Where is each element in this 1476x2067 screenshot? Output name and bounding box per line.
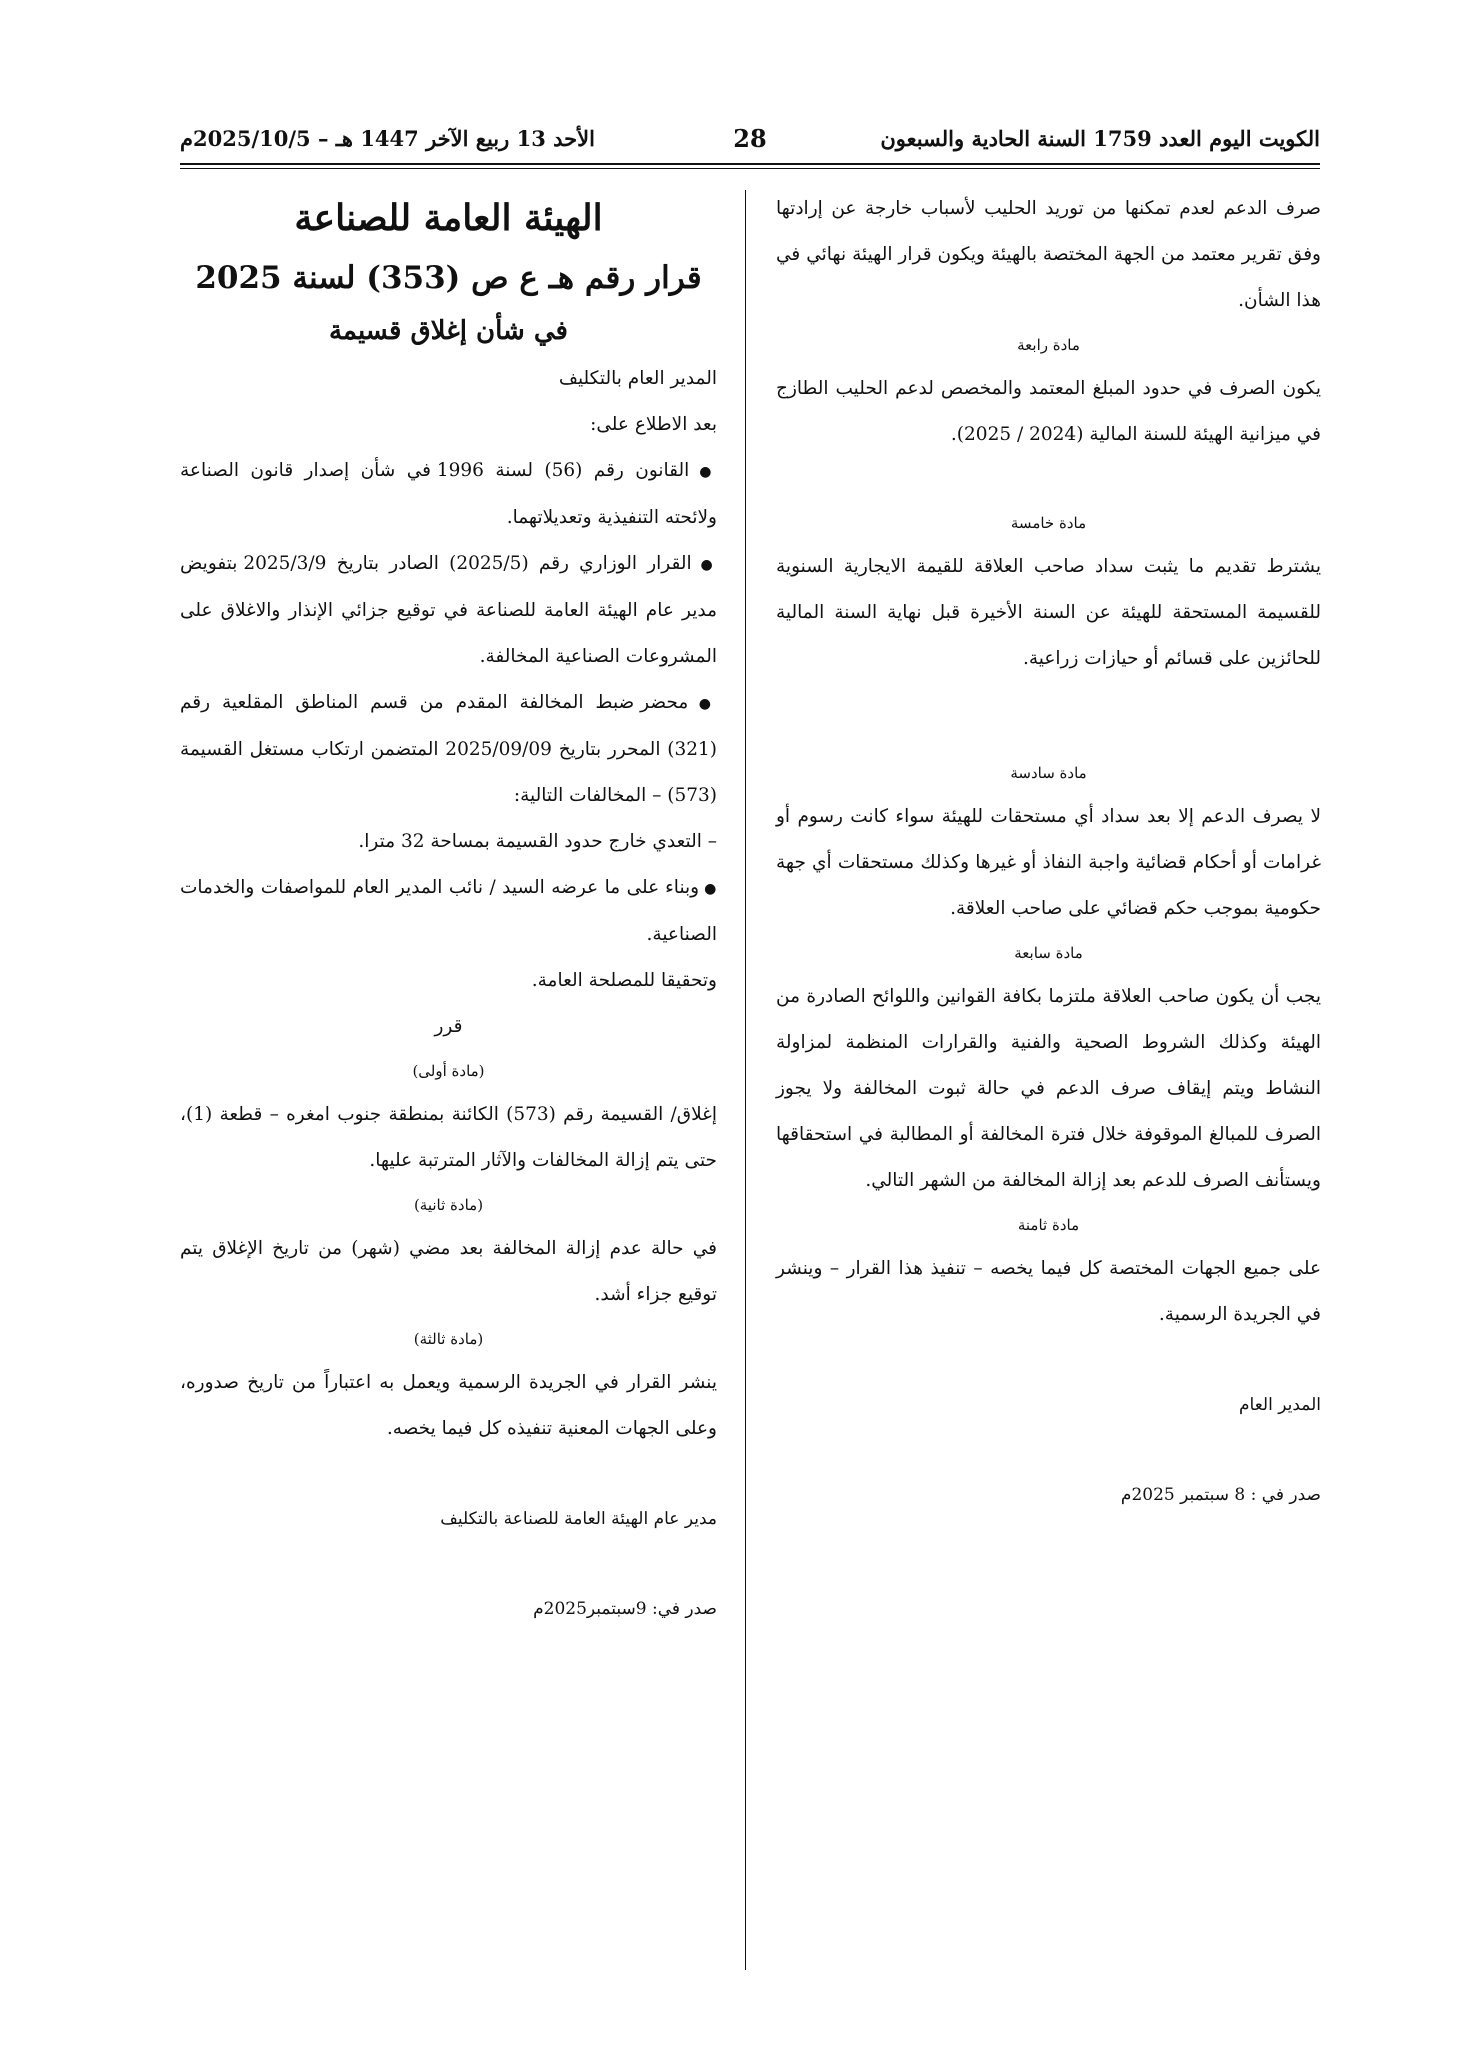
preamble-bullet-1: ● القانون رقم (56) لسنة 1996 في شأن إصدار قانون الصناعة ولائحته التنفيذية وتعديلاتهما. — [180, 448, 717, 541]
header-rule-thin — [180, 168, 1320, 169]
article-3-title: (مادة ثالثة) — [413, 1330, 484, 1348]
violation-item: – التعدي خارج حدود القسيمة بمساحة 32 مترا. — [358, 831, 717, 852]
article-3-text: ينشر القرار في الجريدة الرسمية ويعمل به اعتباراً من تاريخ صدوره، وعلى الجهات المعنية تنفيذه كل فيما يخصه. — [180, 1372, 717, 1439]
left-column — [180, 186, 717, 1632]
decision-subject: في شأن إغلاق قسيمة — [328, 316, 568, 346]
article-2-title: (مادة ثانية) — [413, 1196, 484, 1214]
preamble-bullet-3: ● محضر ضبط المخالفة المقدم من قسم المناطق المقلعية رقم (321) المحرر بتاريخ 2025/09/09 المتضمن ارتكاب مستغل القسيمة (573) – المخالفات التالية: — [180, 680, 717, 819]
page-header — [180, 118, 1320, 158]
article-1-title: (مادة أولى) — [412, 1062, 485, 1080]
org-title: الهيئة العامة للصناعة — [294, 197, 603, 239]
signature: المدير العام — [1239, 1395, 1321, 1415]
page-number: 28 — [733, 123, 767, 153]
preamble-bullet-2: ● القرار الوزاري رقم (2025/5) الصادر بتاريخ 2025/3/9 بتفويض مدير عام الهيئة العامة للصناعة في توقيع جزائي الإنذار والاغلاق على المشروعات الصناعية المخالفة. — [180, 541, 717, 680]
article-5-title: مادة خامسة — [1010, 514, 1087, 532]
article-7-title: مادة سابعة — [1014, 944, 1083, 962]
issue-date-right: صدر في : 8 سبتمبر 2025م — [1120, 1485, 1321, 1505]
gazette-issue-info: الكويت اليوم العدد 1759 السنة الحادية والسبعون — [880, 125, 1320, 151]
article-6-title: مادة سادسة — [1010, 764, 1087, 782]
article-2-text: في حالة عدم إزالة المخالفة بعد مضي (شهر) من تاريخ الإغلاق يتم توقيع جزاء أشد. — [180, 1238, 717, 1305]
right-column — [776, 186, 1321, 1518]
preamble-bullet-4: ● وبناء على ما عرضه السيد / نائب المدير العام للمواصفات والخدمات الصناعية. — [180, 865, 717, 958]
column-divider — [745, 190, 746, 1970]
article-5-text: يشترط تقديم ما يثبت سداد صاحب العلاقة للقيمة الايجارية السنوية للقسيمة المستحقة للهيئة عن السنة الأخيرة قبل نهاية السنة المالية للحائزين على قسائم أو حيازات زراعية. — [776, 556, 1321, 669]
article-8-text: على جميع الجهات المختصة كل فيما يخصه – تنفيذ هذا القرار – وينشر في الجريدة الرسمية. — [776, 1258, 1321, 1325]
signature-left: مدير عام الهيئة العامة للصناعة بالتكليف — [440, 1509, 717, 1529]
article-1-text: إغلاق/ القسيمة رقم (573) الكائنة بمنطقة جنوب امغره – قطعة (1)، حتى يتم إزالة المخالفات والآثار المترتبة عليها. — [180, 1104, 717, 1171]
header-rule-thick — [180, 163, 1320, 165]
intro-director: المدير العام بالتكليف — [558, 368, 717, 389]
issue-date: الأحد 13 ربيع الآخر 1447 هـ – 2025/10/5م — [180, 125, 595, 151]
intro-review: بعد الاطلاع على: — [590, 414, 717, 435]
article-8-title: مادة ثامنة — [1017, 1216, 1080, 1234]
article-6-text: لا يصرف الدعم إلا بعد سداد أي مستحقات للهيئة سواء كانت رسوم أو غرامات أو أحكام قضائية واجبة النفاذ أو غيرها وكذلك مستحقات أي جهة حكومية بموجب حكم قضائي على صاحب العلاقة. — [776, 806, 1321, 919]
public-interest: وتحقيقا للمصلحة العامة. — [531, 970, 717, 991]
article-7-text: يجب أن يكون صاحب العلاقة ملتزما بكافة القوانين واللوائح الصادرة من الهيئة وكذلك الشروط الصحية والفنية والقرارات المنظمة لمزاولة النشاط ويتم إيقاف صرف الدعم في حالة ثبوت المخالفة ولا يجوز الصرف للمبالغ الموقوفة خلال فترة المخالفة أو المطالبة في استحقاقها ويستأنف الصرف للدعم بعد إزالة المخالفة من الشهر التالي. — [776, 986, 1321, 1191]
issue-date-left: صدر في: 9سبتمبر2025م — [533, 1599, 717, 1619]
continued-paragraph: صرف الدعم لعدم تمكنها من توريد الحليب لأسباب خارجة عن إرادتها وفق تقرير معتمد من الجهة المختصة بالهيئة ويكون قرار الهيئة نهائي في هذا الشأن. — [776, 198, 1321, 311]
article-4-text: يكون الصرف في حدود المبلغ المعتمد والمخصص لدعم الحليب الطازج في ميزانية الهيئة للسنة المالية (2024 / 2025). — [776, 378, 1321, 445]
decision-title: قرار رقم هـ ع ص (353) لسنة 2025 — [195, 260, 702, 296]
decided-label: قرر — [434, 1016, 463, 1037]
article-4-title: مادة رابعة — [1017, 336, 1080, 354]
